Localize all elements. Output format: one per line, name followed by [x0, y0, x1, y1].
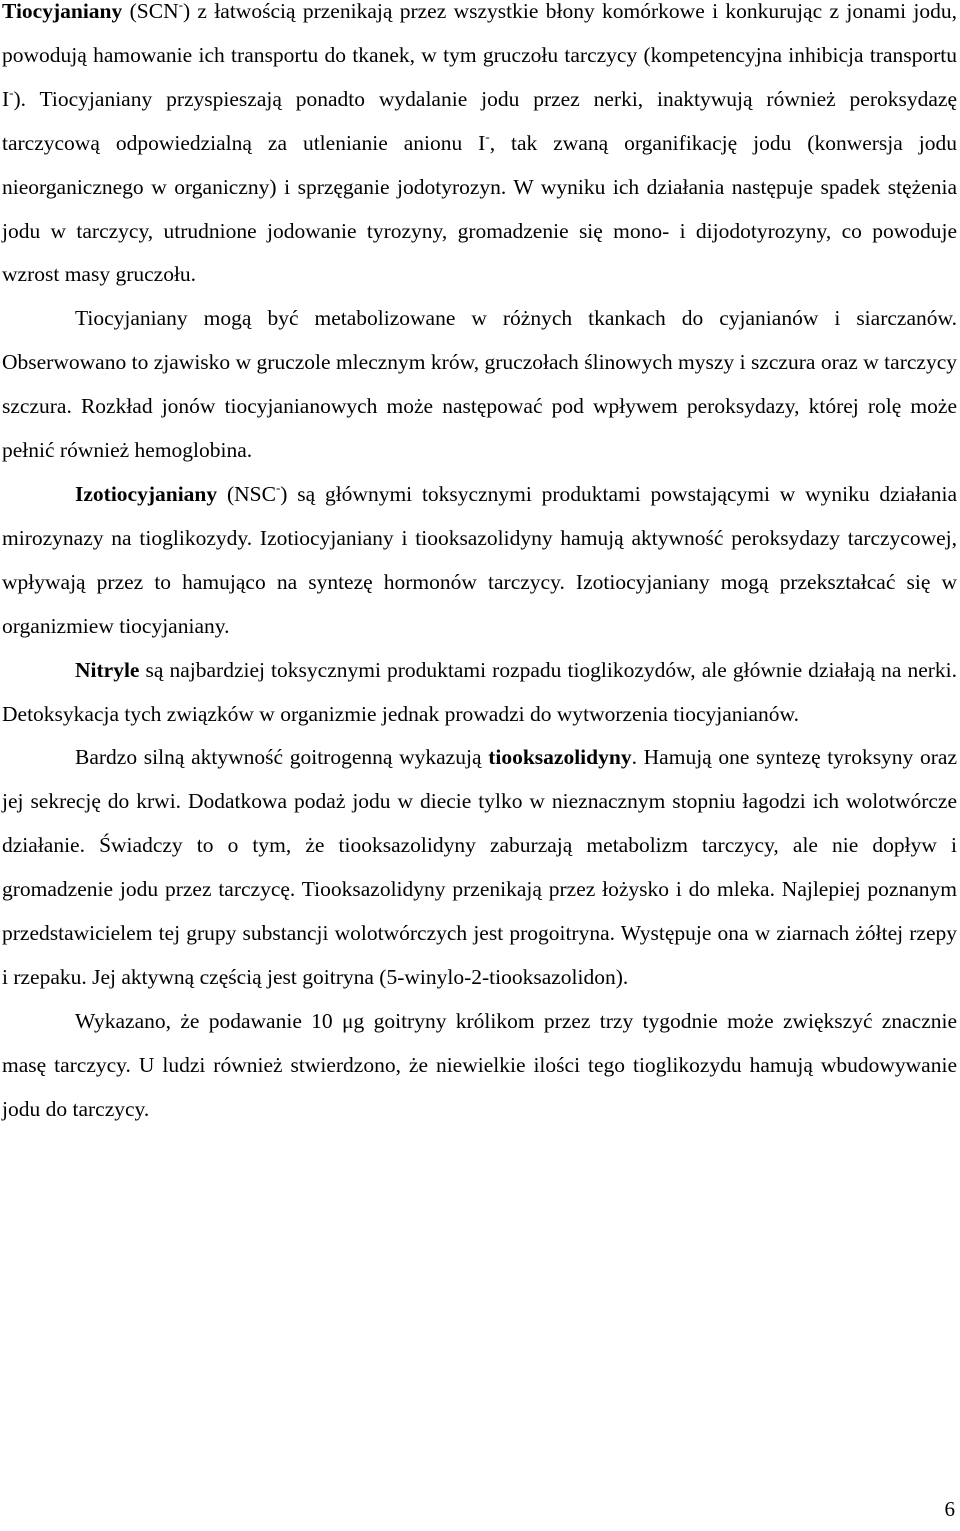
text-run: Wykazano, że podawanie 10 μg goitryny królikom przez trzy tygodnie może zwiększyć znacznie masę tarczycy. U ludzi również stwierdzono, że niewielkie ilości tego tioglikozydu hamują wbudowywanie jodu do tarczycy.	[2, 1008, 957, 1121]
superscript: -	[485, 128, 490, 144]
paragraph	[2, 0, 957, 297]
text-run: , tak zwaną organifikację jodu (konwersja jodu nieorganicznego w organiczny) i sprzęganie jodotyrozyn. W wyniku ich działania następuje spadek stężenia jodu w tarczycy, utrudnione jodowanie tyrozyny, gromadzenie się mono- i dijodotyrozyny, co powoduje wzrost masy gruczołu.	[2, 130, 957, 287]
paragraph	[2, 1000, 957, 1132]
text-run: (NSC	[217, 481, 276, 506]
paragraph	[2, 736, 957, 999]
superscript: -	[178, 0, 183, 12]
superscript: -	[275, 479, 281, 495]
text-run: są najbardziej toksycznymi produktami rozpadu tioglikozydów, ale głównie działają na nerki. Detoksykacja tych związków w organizmie jednak prowadzi do wytworzenia tiocyjanianów.	[2, 657, 957, 726]
text-run: . Hamują one syntezę tyroksyny oraz jej sekrecję do krwi. Dodatkowa podaż jodu w diecie tylko w nieznacznym stopniu łagodzi ich wolotwórcze działanie. Świadczy to o tym, że tiooksazolidyny zaburzają metabolizm tarczycy, ale nie dopływ i gromadzenie jodu przez tarczycę. Tiooksazolidyny przenikają przez łożysko i do mleka. Najlepiej poznanym przedstawicielem tej grupy substancji wolotwórczych jest progoitryna. Występuje ona w ziarnach żółtej rzepy i rzepaku. Jej aktywną częścią jest goitryna (5-winylo-2-tiooksazolidon).	[2, 745, 957, 989]
page-number: 6	[944, 1497, 955, 1521]
document-body	[2, 0, 957, 1132]
bold-term: Izotiocyjaniany	[75, 481, 218, 506]
text-run: Tiocyjaniany mogą być metabolizowane w różnych tkankach do cyjanianów i siarczanów. Obserwowano to zjawisko w gruczole mlecznym krów, gruczołach ślinowych myszy i szczura oraz w tarczycy szczura. Rozkład jonów tiocyjanianowych może następować pod wpływem peroksydazy, której rolę może pełnić również hemoglobina.	[2, 306, 957, 463]
paragraph	[2, 473, 957, 649]
text-run: ). Tiocyjaniany przyspieszają ponadto wydalanie jodu przez nerki, inaktywują również peroksydazę tarczycową odpowiedzialną za utlenianie anionu I	[2, 86, 957, 155]
text-run: (SCN	[122, 0, 179, 23]
paragraph	[2, 649, 957, 737]
bold-term: tiooksazolidyny	[488, 745, 632, 770]
text-run: Bardzo silną aktywność goitrogenną wykazują	[75, 745, 489, 770]
bold-term: Nitryle	[75, 657, 140, 682]
text-run: ) są głównymi toksycznymi produktami powstającymi w wyniku działania mirozynazy na tioglikozydy. Izotiocyjaniany i tiooksazolidyny hamują aktywność peroksydazy tarczycowej, wpływają przez to hamująco na syntezę hormonów tarczycy. Izotiocyjaniany mogą przekształcać się w organizmiew tiocyjaniany.	[2, 481, 958, 638]
text-run: ) z łatwością przenikają przez wszystkie błony komórkowe i konkurując z jonami jodu, powodują hamowanie ich transportu do tkanek, w tym gruczołu tarczycy (kompetencyjna inhibicja transportu I	[2, 0, 957, 111]
paragraph	[2, 297, 957, 473]
superscript: -	[9, 84, 14, 100]
bold-term: Tiocyjaniany	[2, 0, 123, 23]
